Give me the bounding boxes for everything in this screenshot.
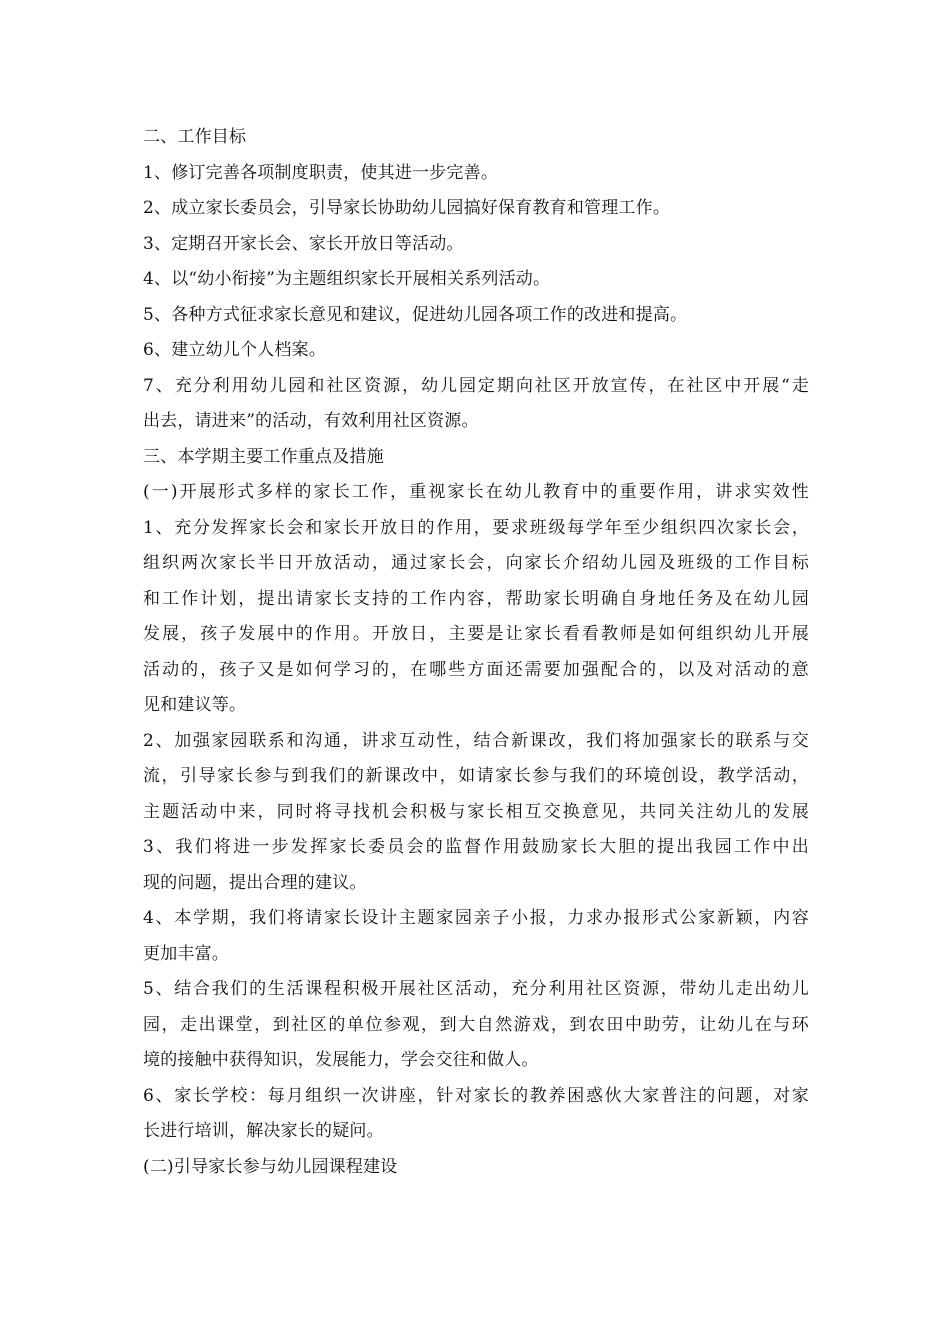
- paragraph-line: 5、各种方式征求家长意见和建议，促进幼儿园各项工作的改进和提高。: [143, 304, 688, 325]
- paragraph-line: 现的问题，提出合理的建议。: [143, 872, 367, 893]
- paragraph-line: 发展，孩子发展中的作用。开放日，主要是让家长看看教师是如何组织幼儿开展: [143, 624, 809, 644]
- paragraph-line: 4、以“幼小衔接”为主题组织家长开展相关系列活动。: [143, 269, 551, 289]
- paragraph-line: 5、结合我们的生活课程积极开展社区活动，充分利用社区资源，带幼儿走出幼儿: [143, 979, 809, 999]
- section-heading-work-goals: 二、工作目标: [143, 127, 247, 147]
- paragraph-line: 园，走出课堂，到社区的单位参观，到大自然游戏，到农田中助劳，让幼儿在与环: [143, 1014, 809, 1035]
- paragraph-line: 主题活动中来，同时将寻找机会积极与家长相互交换意见，共同关注幼儿的发展: [143, 801, 809, 822]
- paragraph-line: 出去，请进来”的活动，有效利用社区资源。: [143, 411, 479, 431]
- paragraph-line: 4、本学期，我们将请家长设计主题家园亲子小报，力求办报形式公家新颖，内容: [143, 908, 809, 928]
- paragraph-line: 6、建立幼儿个人档案。: [143, 340, 327, 360]
- paragraph-line: 组织两次家长半日开放活动，通过家长会，向家长介绍幼儿园及班级的工作目标: [143, 553, 809, 573]
- paragraph-line: 3、我们将进一步发挥家长委员会的监督作用鼓励家长大胆的提出我园工作中出: [143, 837, 809, 857]
- paragraph-line: 2、加强家园联系和沟通，讲求互动性，结合新课改，我们将加强家长的联系与交: [143, 730, 809, 751]
- paragraph-line: 3、定期召开家长会、家长开放日等活动。: [143, 233, 464, 254]
- paragraph-line: 见和建议等。: [143, 695, 247, 715]
- paragraph-line: 境的接触中获得知识，发展能力，学会交往和做人。: [143, 1050, 539, 1070]
- paragraph-line: 流，引导家长参与到我们的新课改中，如请家长参与我们的环境创设，教学活动，: [143, 766, 809, 786]
- paragraph-line: 长进行培训，解决家长的疑问。: [143, 1121, 384, 1141]
- paragraph-line: 活动的，孩子又是如何学习的，在哪些方面还需要加强配合的，以及对活动的意: [143, 659, 809, 680]
- paragraph-line: 更加丰富。: [143, 943, 229, 964]
- paragraph-line: 和工作计划，提出请家长支持的工作内容，帮助家长明确自身地任务及在幼儿园: [143, 588, 809, 609]
- subsection-heading: (二)引导家长参与幼儿园课程建设: [143, 1156, 398, 1177]
- paragraph-line: 2、成立家长委员会，引导家长协助幼儿园搞好保育教育和管理工作。: [143, 198, 671, 218]
- paragraph-line: 1、修订完善各项制度职责，使其进一步完善。: [143, 162, 499, 183]
- document-body: [143, 120, 809, 1185]
- paragraph-line: 6、家长学校：每月组织一次讲座，针对家长的教养困惑伙大家普注的问题，对家: [143, 1085, 809, 1106]
- paragraph-line: 7、充分利用幼儿园和社区资源，幼儿园定期向社区开放宣传，在社区中开展“走: [143, 375, 809, 396]
- paragraph-line: 1、充分发挥家长会和家长开放日的作用，要求班级每学年至少组织四次家长会，: [143, 517, 809, 538]
- subsection-heading: (一)开展形式多样的家长工作，重视家长在幼儿教育中的重要作用，讲求实效性: [143, 482, 809, 502]
- section-heading-key-work: 三、本学期主要工作重点及措施: [143, 446, 384, 467]
